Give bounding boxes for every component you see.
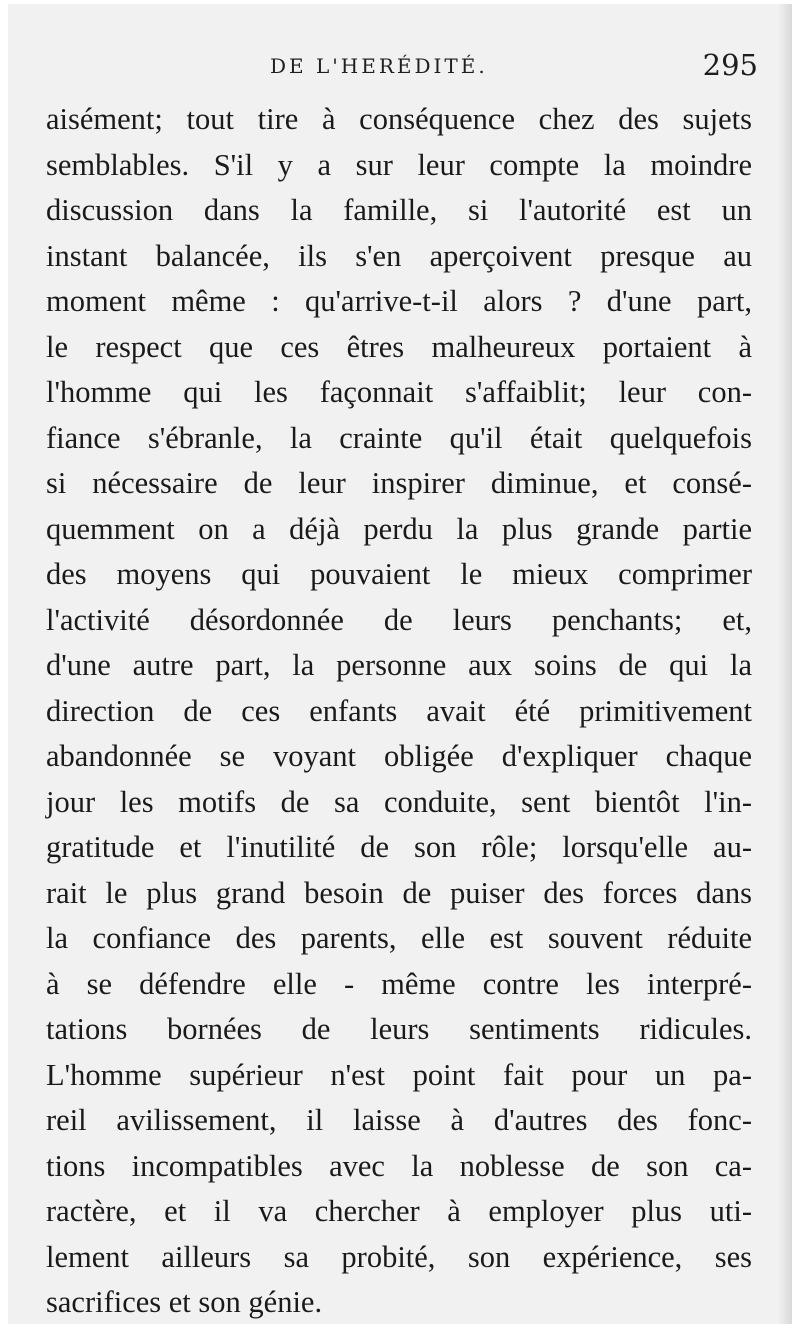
text-line: discussion dans la famille, si l'autorité est un — [46, 193, 752, 227]
library-stamp-mark — [17, 1204, 27, 1314]
body-text — [46, 97, 752, 1324]
text-line: l'homme qui les façonnait s'affaiblit; leur con- — [46, 375, 752, 409]
text-line: ractère, et il va chercher à employer plus uti- — [46, 1194, 752, 1228]
text-line: tations bornées de leurs sentiments ridicules. — [46, 1012, 752, 1046]
text-line: l'activité désordonnée de leurs penchants; et, — [46, 602, 752, 637]
text-line: lement ailleurs sa probité, son expérience, ses — [46, 1239, 752, 1274]
text-line: direction de ces enfants avait été primitivement — [46, 693, 752, 728]
text-line: jour les motifs de sa conduite, sent bientôt l'in- — [46, 784, 752, 819]
text-line: le respect que ces êtres malheureux portaient à — [46, 329, 752, 364]
text-line: abandonnée se voyant obligée d'expliquer chaque — [46, 739, 752, 773]
page-number: 295 — [702, 48, 758, 82]
text-line: quemment on a déjà perdu la plus grande partie — [46, 511, 752, 546]
text-line: tions incompatibles avec la noblesse de son ca- — [46, 1148, 752, 1183]
text-line: gratitude et l'inutilité de son rôle; lorsqu'elle au- — [46, 830, 752, 864]
text-line: instant balancée, ils s'en aperçoivent presque au — [46, 238, 752, 273]
text-line: fiance s'ébranle, la crainte qu'il était quelquefois — [46, 420, 752, 455]
page-edge-shadow — [778, 4, 792, 1324]
text-line: à se défendre elle - même contre les interpré- — [46, 966, 752, 1001]
text-line: moment même : qu'arrive-t-il alors ? d'une part, — [46, 284, 752, 318]
text-line: sacrifices et son génie. — [46, 1285, 323, 1319]
text-line: la confiance des parents, elle est souvent réduite — [46, 921, 752, 955]
text-line: semblables. S'il y a sur leur compte la moindre — [46, 147, 752, 182]
text-line: aisément; tout tire à conséquence chez des sujets — [46, 102, 752, 136]
running-head — [8, 48, 792, 88]
text-line: rait le plus grand besoin de puiser des forces dans — [46, 875, 752, 910]
book-page — [8, 4, 792, 1324]
text-line: reil avilissement, il laisse à d'autres des fonc- — [46, 1103, 752, 1137]
running-title: DE L'HERÉDITÉ. — [270, 54, 488, 78]
text-line: des moyens qui pouvaient le mieux comprimer — [46, 557, 752, 591]
text-line: L'homme supérieur n'est point fait pour un pa- — [46, 1057, 752, 1092]
text-line: d'une autre part, la personne aux soins de qui la — [46, 648, 752, 682]
text-line: si nécessaire de leur inspirer diminue, et consé- — [46, 466, 752, 500]
